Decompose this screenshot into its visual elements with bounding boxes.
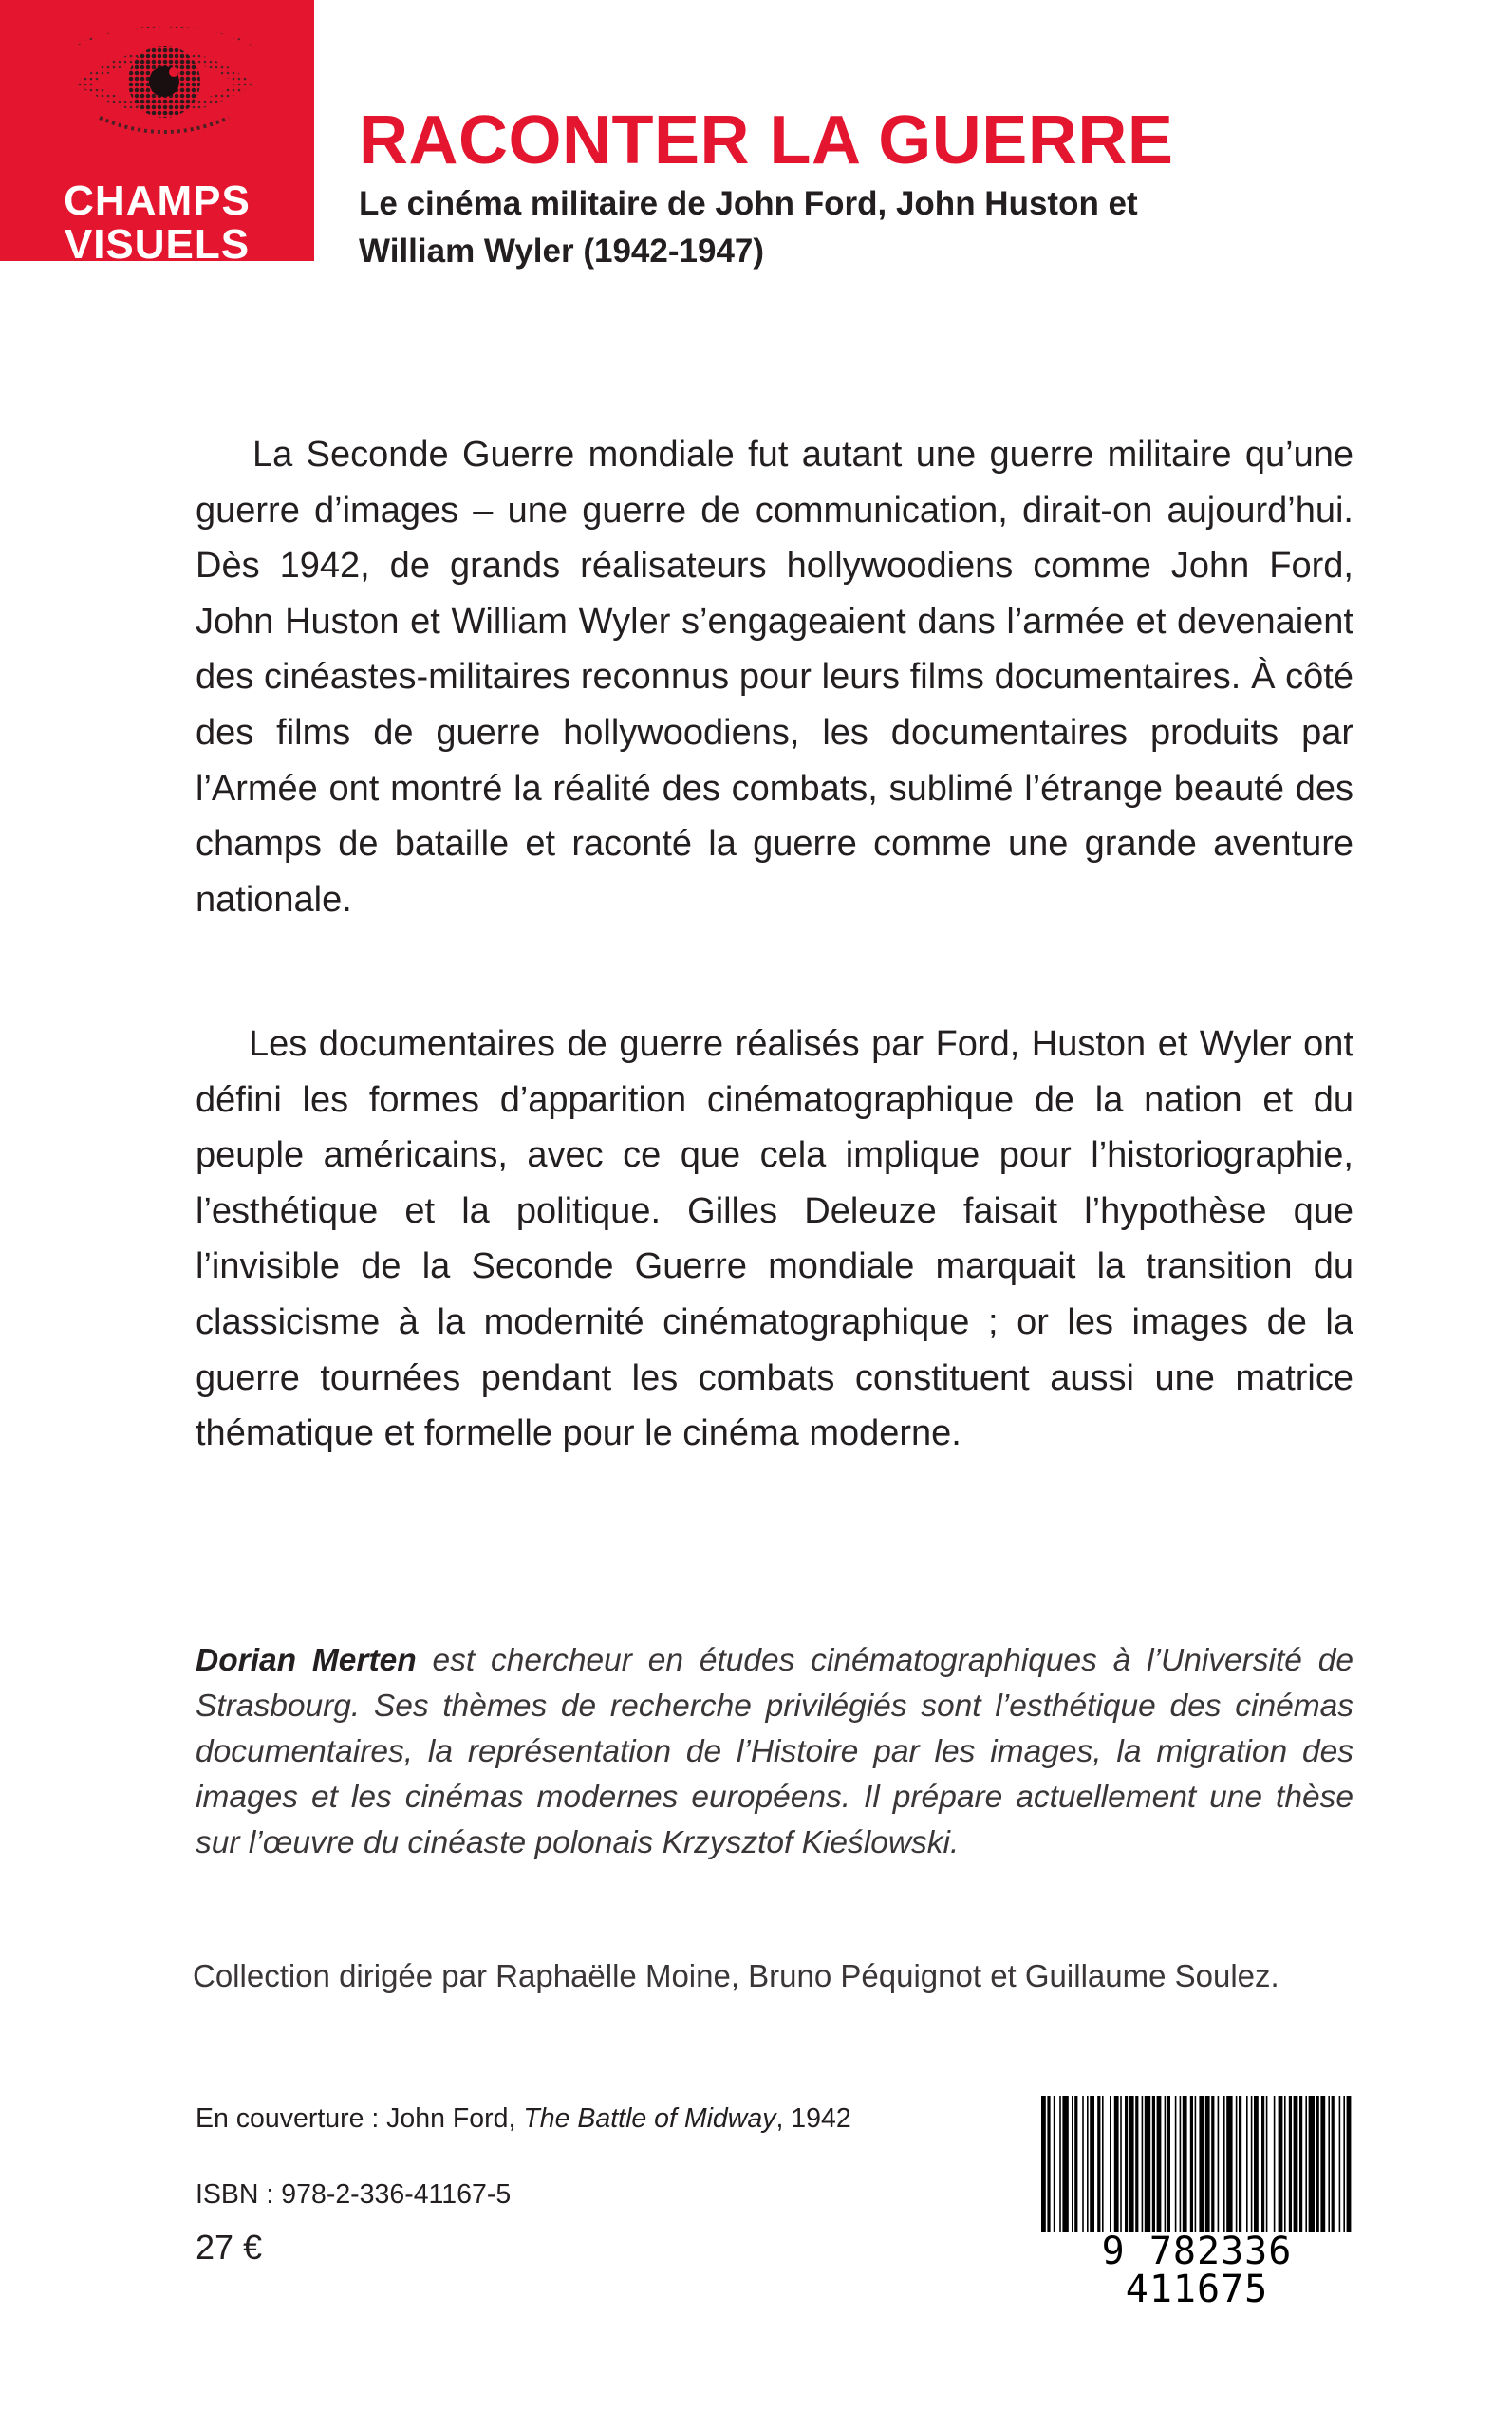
collection-editors: Collection dirigée par Raphaëlle Moine, Bruno Péquignot et Guillaume Soulez. [193,1958,1279,1993]
author-bio-text: est chercheur en études cinématographiques à l’Université de Strasbourg. Ses thèmes de recherche privilégiés sont l’esthétique des cinémas documentaires, la représentation de l’Histoire par les images, la migration des images et les cinémas modernes européens. Il prépare actuellement une thèse sur l’œuvre du cinéaste polonais Krzysztof Kieślowski. [196,1643,1353,1860]
logo-text-champs: CHAMPS [64,177,251,224]
blurb-paragraph-2: Les documentaires de guerre réalisés par Ford, Huston et Wyler ont défini les formes d’apparition cinématographique de la nation et du peuple américains, avec ce que cela implique pour l’historiographie, l’esthétique et la politique. Gilles Deleuze faisait l’hypothèse que l’invisible de la Seconde Guerre mondiale marquait la transition du classicisme à la modernité cinématographique ; or les images de la guerre tournées pendant les combats constituent aussi une matrice thématique et formelle pour le cinéma moderne. [196,1024,1353,1454]
price: 27 € [196,2228,263,2267]
collection-logo [0,0,314,261]
cover-credit-prefix: En couverture : John Ford, [196,2103,524,2134]
cover-credit [196,2101,851,2136]
logo-text-visuels: VISUELS [64,221,251,261]
cover-film-title: The Battle of Midway [523,2103,776,2134]
blurb-paragraph-1: La Seconde Guerre mondiale fut autant une guerre militaire qu’une guerre d’images – une guerre de communication, dirait-on aujourd’hui. Dès 1942, de grands réalisateurs hollywoodiens comme John Ford, John Huston et William Wyler s’engageaient dans l’armée et devenaient des cinéastes-militaires reconnus pour leurs films documentaires. À côté des films de guerre hollywoodiens, les documentaires produits par l’Armée ont montré la réalité des combats, sublimé l’étrange beauté des champs de bataille et raconté la guerre comme une grande aventure nationale. [196,435,1353,920]
author-bio [196,1638,1353,1866]
author-name: Dorian Merten [196,1643,417,1678]
book-subtitle: Le cinéma militaire de John Ford, John Huston et William Wyler (1942-1947) [359,185,1138,270]
barcode-digits: 9 782336 411675 [1026,2232,1368,2308]
isbn: ISBN : 978-2-336-41167-5 [196,2179,512,2210]
eye-icon [71,13,257,146]
cover-credit-suffix: , 1942 [775,2103,851,2134]
book-title: RACONTER LA GUERRE [359,103,1174,178]
